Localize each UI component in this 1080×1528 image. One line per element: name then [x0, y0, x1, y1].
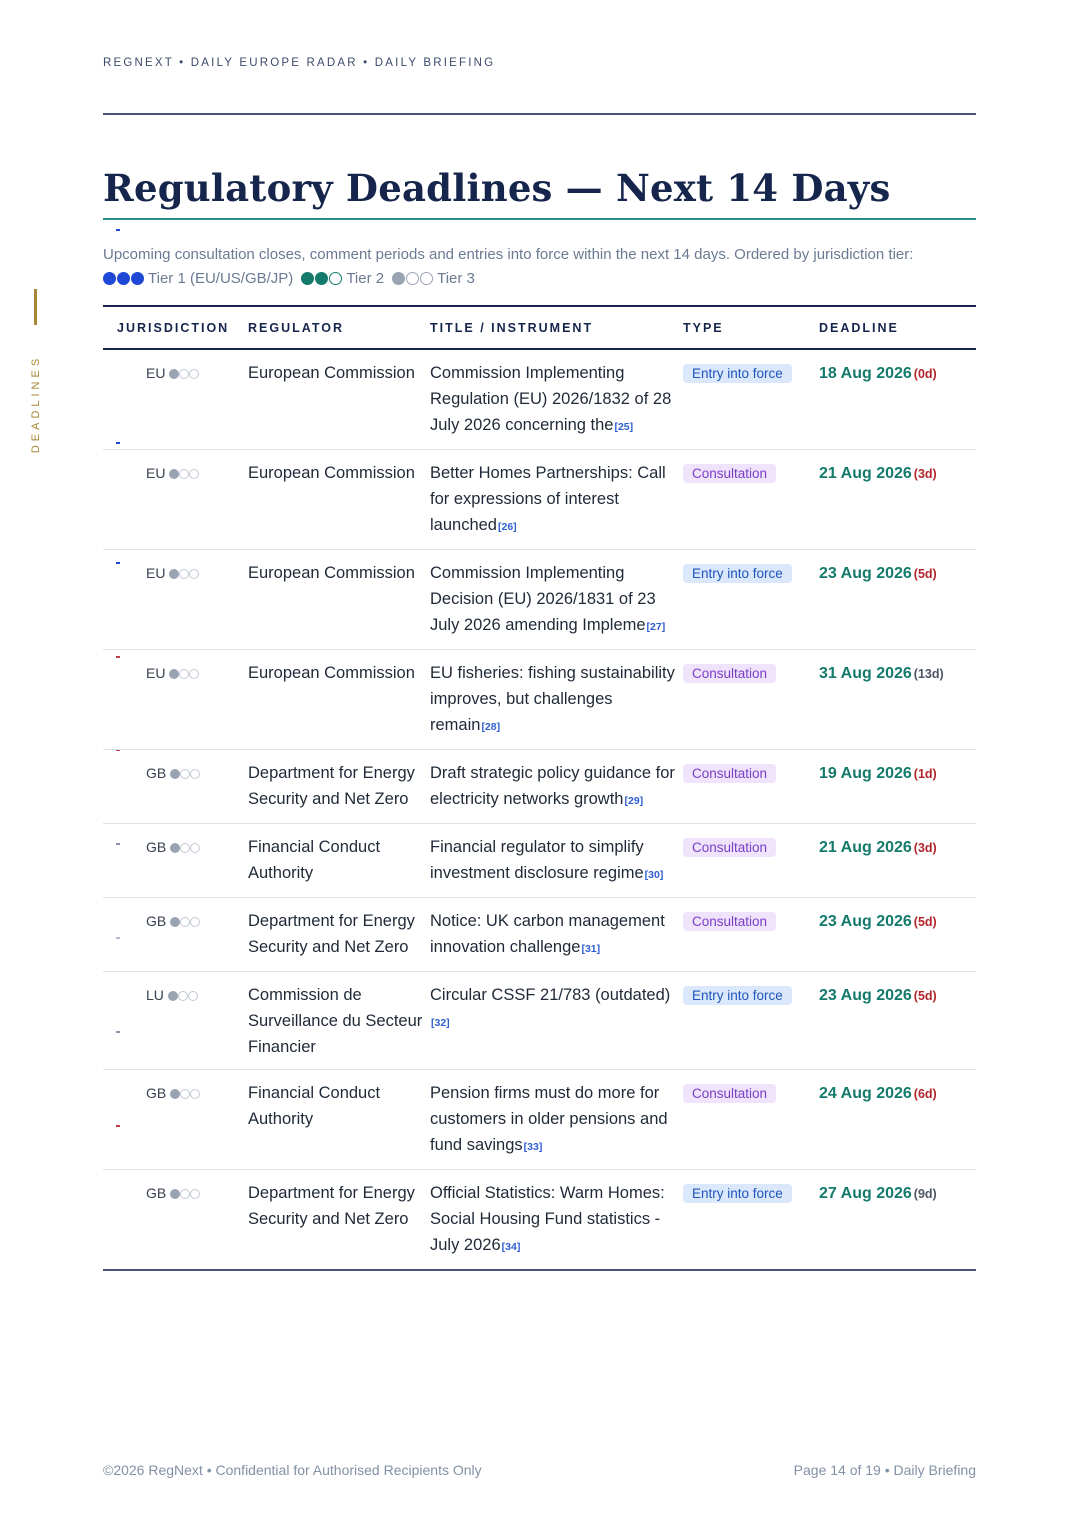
table-row [103, 349, 976, 450]
sidebar-accent-bar [34, 289, 37, 325]
tier-dot-icon [392, 272, 405, 285]
deadline-date: 23 Aug 2026 [819, 987, 912, 1004]
days-remaining: (0d) [913, 367, 937, 381]
legend-tier-1 [103, 270, 293, 287]
title-cell [430, 750, 683, 824]
title-cell [430, 650, 683, 750]
regulator-name: Financial Conduct Authority [248, 1084, 381, 1128]
title-divider [103, 218, 976, 220]
jurisdiction-code: EU [146, 465, 166, 481]
jurisdiction-cell [103, 650, 248, 750]
deadline-cell [819, 750, 976, 824]
title-cell [430, 349, 683, 450]
title-cell [430, 1170, 683, 1271]
deadline-cell [819, 824, 976, 898]
tier-dot-icon [420, 272, 433, 285]
regulator-name: European Commission [248, 564, 415, 582]
regulator-cell [248, 1070, 430, 1170]
type-badge: Entry into force [683, 986, 792, 1005]
deadline-date: 24 Aug 2026 [819, 1085, 912, 1102]
days-remaining: (9d) [913, 1187, 937, 1201]
tier-dot-icon [329, 272, 342, 285]
jurisdiction-code: GB [146, 913, 167, 929]
type-cell [683, 450, 819, 550]
regulator-name: Department for Energy Security and Net Zero [248, 764, 415, 808]
citation-link[interactable]: [29] [624, 795, 644, 807]
tier-dot-icon [179, 369, 189, 379]
citation-link[interactable]: [32] [431, 1017, 450, 1029]
instrument-title: Notice: UK carbon management innovation challenge [430, 912, 665, 956]
tier-dot-icon [170, 917, 180, 927]
deadline-date: 23 Aug 2026 [819, 565, 912, 582]
table-row [103, 1170, 976, 1271]
regulator-name: European Commission [248, 664, 415, 682]
regulator-cell [248, 750, 430, 824]
type-cell [683, 824, 819, 898]
tier-dot-icon [406, 272, 419, 285]
table-row [103, 550, 976, 650]
type-cell [683, 550, 819, 650]
tier-dot-icon [190, 1089, 200, 1099]
table-row [103, 450, 976, 550]
jurisdiction-cell [103, 750, 248, 824]
regulator-name: European Commission [248, 364, 415, 382]
type-cell [683, 972, 819, 1070]
intro-block [103, 243, 983, 291]
type-badge: Consultation [683, 1084, 776, 1103]
deadline-cell [819, 898, 976, 972]
citation-link[interactable]: [30] [644, 869, 664, 881]
tier-dot-icon [180, 1189, 190, 1199]
column-header-jurisdiction: JURISDICTION [103, 306, 248, 349]
jurisdiction-code: GB [146, 1185, 167, 1201]
jurisdiction-code: GB [146, 1085, 167, 1101]
regulator-name: Department for Energy Security and Net Zero [248, 912, 415, 956]
tier-dot-icon [170, 1089, 180, 1099]
type-badge: Entry into force [683, 1184, 792, 1203]
regulator-cell [248, 972, 430, 1070]
type-badge: Consultation [683, 838, 776, 857]
table-row [103, 824, 976, 898]
instrument-title: EU fisheries: fishing sustainability improves, but challenges remain [430, 664, 675, 734]
instrument-title: Commission Implementing Decision (EU) 2026/1831 of 23 July 2026 amending Impleme [430, 564, 656, 634]
deadline-date: 21 Aug 2026 [819, 839, 912, 856]
type-cell [683, 1170, 819, 1271]
deadline-cell [819, 550, 976, 650]
legend-label: Tier 1 (EU/US/GB/JP) [148, 270, 294, 287]
table-row [103, 972, 976, 1070]
tier-dot-icon [188, 991, 198, 1001]
type-badge: Consultation [683, 464, 776, 483]
jurisdiction-code: EU [146, 365, 166, 381]
tier-dot-icon [179, 669, 189, 679]
jurisdiction-cell [103, 349, 248, 450]
tier-dot-icon [169, 469, 179, 479]
regulator-name: European Commission [248, 464, 415, 482]
tier-dot-icon [169, 569, 179, 579]
tier-dot-icon [180, 917, 190, 927]
deadline-cell [819, 972, 976, 1070]
regulator-cell [248, 824, 430, 898]
type-cell [683, 750, 819, 824]
type-badge: Entry into force [683, 364, 792, 383]
tier-dot-icon [190, 917, 200, 927]
citation-link[interactable]: [34] [501, 1241, 521, 1253]
tier-dot-icon [170, 843, 180, 853]
sidebar-section-label: DEADLINES [30, 354, 42, 454]
tier-dot-icon [179, 469, 189, 479]
title-cell [430, 550, 683, 650]
days-remaining: (1d) [913, 767, 937, 781]
tier-dot-icon [189, 569, 199, 579]
table-row [103, 898, 976, 972]
title-cell [430, 972, 683, 1070]
tier-dot-icon [190, 843, 200, 853]
citation-link[interactable]: [26] [497, 521, 517, 533]
type-cell [683, 349, 819, 450]
instrument-title: Circular CSSF 21/783 (outdated) [430, 986, 671, 1004]
type-badge: Consultation [683, 664, 776, 683]
type-badge: Entry into force [683, 564, 792, 583]
jurisdiction-code: GB [146, 839, 167, 855]
jurisdiction-code: EU [146, 665, 166, 681]
tier-dot-icon [170, 769, 180, 779]
column-header-type: TYPE [683, 306, 819, 349]
days-remaining: (3d) [913, 467, 937, 481]
jurisdiction-cell [103, 824, 248, 898]
table-header-row [103, 306, 976, 349]
citation-link[interactable]: [25] [614, 421, 634, 433]
footer-page-info: Page 14 of 19 • Daily Briefing [793, 1462, 976, 1478]
days-remaining: (3d) [913, 841, 937, 855]
legend-tier-2 [301, 270, 384, 287]
title-cell [430, 824, 683, 898]
jurisdiction-cell [103, 898, 248, 972]
type-cell [683, 898, 819, 972]
deadlines-table [103, 305, 976, 1271]
days-remaining: (5d) [913, 989, 937, 1003]
regulator-cell [248, 898, 430, 972]
deadline-date: 19 Aug 2026 [819, 765, 912, 782]
tier-dot-icon [169, 369, 179, 379]
legend-tier-3 [392, 270, 475, 287]
tier-dot-icon [180, 1089, 190, 1099]
deadline-date: 27 Aug 2026 [819, 1185, 912, 1202]
tier-dot-icon [179, 569, 189, 579]
type-cell [683, 650, 819, 750]
days-remaining: (13d) [913, 667, 944, 681]
tier-dot-icon [180, 769, 190, 779]
instrument-title: Better Homes Partnerships: Call for expressions of interest launched [430, 464, 666, 534]
instrument-title: Draft strategic policy guidance for electricity networks growth [430, 764, 675, 808]
deadline-cell [819, 650, 976, 750]
tier-dot-icon [180, 843, 190, 853]
regulator-name: Commission de Surveillance du Secteur Financier [248, 986, 423, 1056]
jurisdiction-code: EU [146, 565, 166, 581]
deadline-cell [819, 1170, 976, 1271]
jurisdiction-cell [103, 550, 248, 650]
table-row [103, 750, 976, 824]
jurisdiction-cell [103, 450, 248, 550]
jurisdiction-cell [103, 972, 248, 1070]
title-cell [430, 1070, 683, 1170]
citation-link[interactable]: [31] [581, 943, 601, 955]
jurisdiction-code: LU [146, 987, 164, 1003]
deadline-date: 23 Aug 2026 [819, 913, 912, 930]
type-badge: Consultation [683, 912, 776, 931]
regulator-cell [248, 550, 430, 650]
regulator-cell [248, 1170, 430, 1271]
tier-dot-icon [189, 369, 199, 379]
jurisdiction-cell [103, 1070, 248, 1170]
citation-link[interactable]: [27] [646, 621, 666, 633]
regulator-cell [248, 349, 430, 450]
table-row [103, 1070, 976, 1170]
citation-link[interactable]: [33] [523, 1141, 543, 1153]
tier-dot-icon [178, 991, 188, 1001]
regulator-cell [248, 650, 430, 750]
header-divider [103, 113, 976, 115]
tier-dot-icon [117, 272, 130, 285]
tier-dot-icon [169, 669, 179, 679]
tier-dot-icon [301, 272, 314, 285]
tier-dot-icon [190, 769, 200, 779]
tier-dot-icon [131, 272, 144, 285]
tier-dot-icon [103, 272, 116, 285]
column-header-title: TITLE / INSTRUMENT [430, 306, 683, 349]
regulator-cell [248, 450, 430, 550]
tier-legend [103, 270, 483, 287]
title-cell [430, 450, 683, 550]
deadline-date: 31 Aug 2026 [819, 665, 912, 682]
tier-dot-icon [190, 1189, 200, 1199]
days-remaining: (5d) [913, 567, 937, 581]
tier-dot-icon [168, 991, 178, 1001]
instrument-title: Pension firms must do more for customers in older pensions and fund savings [430, 1084, 668, 1154]
deadline-date: 21 Aug 2026 [819, 465, 912, 482]
tier-dot-icon [170, 1189, 180, 1199]
citation-link[interactable]: [28] [481, 721, 501, 733]
instrument-title: Official Statistics: Warm Homes: Social Housing Fund statistics - July 2026 [430, 1184, 665, 1254]
page-title: Regulatory Deadlines — Next 14 Days [103, 166, 891, 210]
tier-dot-icon [189, 669, 199, 679]
decor-mark [116, 229, 120, 231]
column-header-regulator: REGULATOR [248, 306, 430, 349]
regulator-name: Financial Conduct Authority [248, 838, 381, 882]
intro-text: Upcoming consultation closes, comment periods and entries into force within the next 14 days. Ordered by jurisdiction tier: [103, 246, 914, 263]
days-remaining: (5d) [913, 915, 937, 929]
legend-label: Tier 3 [437, 270, 475, 287]
title-cell [430, 898, 683, 972]
instrument-title: Commission Implementing Regulation (EU) 2026/1832 of 28 July 2026 concerning the [430, 364, 672, 434]
regulator-name: Department for Energy Security and Net Zero [248, 1184, 415, 1228]
jurisdiction-cell [103, 1170, 248, 1271]
tier-dot-icon [315, 272, 328, 285]
jurisdiction-code: GB [146, 765, 167, 781]
type-badge: Consultation [683, 764, 776, 783]
deadline-date: 18 Aug 2026 [819, 365, 912, 382]
deadline-cell [819, 349, 976, 450]
instrument-title: Financial regulator to simplify investment disclosure regime [430, 838, 644, 882]
deadline-cell [819, 450, 976, 550]
header-breadcrumb: REGNEXT • DAILY EUROPE RADAR • DAILY BRIEFING [103, 57, 496, 69]
table-row [103, 650, 976, 750]
footer-copyright: ©2026 RegNext • Confidential for Authorised Recipients Only [103, 1462, 482, 1478]
type-cell [683, 1070, 819, 1170]
tier-dot-icon [189, 469, 199, 479]
column-header-deadline: DEADLINE [819, 306, 976, 349]
table-body [103, 349, 976, 1270]
days-remaining: (6d) [913, 1087, 937, 1101]
deadline-cell [819, 1070, 976, 1170]
legend-label: Tier 2 [346, 270, 385, 287]
